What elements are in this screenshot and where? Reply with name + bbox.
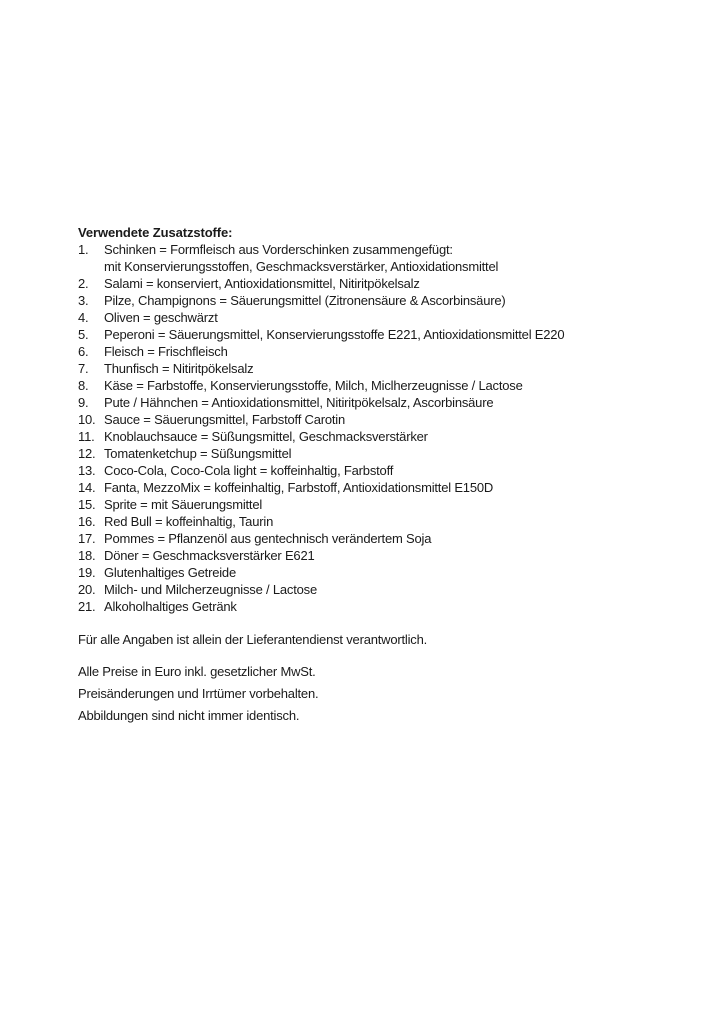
additive-text-line: Salami = konserviert, Antioxidationsmittel, Nitiritpökelsalz <box>104 276 420 291</box>
additive-text-line: Peperoni = Säuerungsmittel, Konservierungsstoffe E221, Antioxidationsmittel E220 <box>104 327 565 342</box>
additive-item <box>78 513 698 530</box>
additive-text-line: Tomatenketchup = Süßungsmittel <box>104 446 292 461</box>
additive-text-line: Milch- und Milcherzeugnisse / Lactose <box>104 582 317 597</box>
legal-note: Preisänderungen und Irrtümer vorbehalten. <box>78 686 319 701</box>
additive-text <box>104 479 698 496</box>
additive-number: 14. <box>78 480 96 495</box>
additive-text-line: Knoblauchsauce = Süßungsmittel, Geschmacksverstärker <box>104 429 428 444</box>
additive-item <box>78 445 698 462</box>
additive-number: 16. <box>78 514 96 529</box>
additive-number: 17. <box>78 531 96 546</box>
additive-text-line: Thunfisch = Nitiritpökelsalz <box>104 361 254 376</box>
additive-text <box>104 275 698 292</box>
additive-text <box>104 343 698 360</box>
additive-text <box>104 309 698 326</box>
additive-item <box>78 479 698 496</box>
additive-text <box>104 445 698 462</box>
additive-text <box>104 564 698 581</box>
additive-item <box>78 496 698 513</box>
additive-text-line: Pute / Hähnchen = Antioxidationsmittel, Nitiritpökelsalz, Ascorbinsäure <box>104 395 494 410</box>
additive-item <box>78 547 698 564</box>
responsibility-note: Für alle Angaben ist allein der Lieferantendienst verantwortlich. <box>78 632 428 647</box>
additive-item <box>78 309 698 326</box>
additive-text-line: Coco-Cola, Coco-Cola light = koffeinhaltig, Farbstoff <box>104 463 394 478</box>
additive-number: 2. <box>78 276 89 291</box>
additive-text-line: Käse = Farbstoffe, Konservierungsstoffe, Milch, Miclherzeugnisse / Lactose <box>104 378 523 393</box>
additive-item <box>78 581 698 598</box>
additive-number: 8. <box>78 378 89 393</box>
additive-number: 9. <box>78 395 89 410</box>
additive-text <box>104 377 698 394</box>
additive-text <box>104 411 698 428</box>
additive-text <box>104 598 698 615</box>
additive-text <box>104 513 698 530</box>
additive-item <box>78 292 698 309</box>
additive-text-line: Glutenhaltiges Getreide <box>104 565 236 580</box>
additive-number: 6. <box>78 344 89 359</box>
additive-text <box>104 360 698 377</box>
additive-item <box>78 411 698 428</box>
additive-text <box>104 394 698 411</box>
additive-item <box>78 275 698 292</box>
additive-text <box>104 326 698 343</box>
additive-text <box>104 547 698 564</box>
additive-item <box>78 326 698 343</box>
additive-number: 3. <box>78 293 89 308</box>
additive-text-line: Oliven = geschwärzt <box>104 310 218 325</box>
additive-text-line: Sauce = Säuerungsmittel, Farbstoff Carotin <box>104 412 346 427</box>
additive-number: 1. <box>78 242 89 257</box>
additive-number: 21. <box>78 599 96 614</box>
additive-number: 10. <box>78 412 96 427</box>
additive-text <box>104 530 698 547</box>
additives-heading: Verwendete Zusatzstoffe: <box>78 225 233 240</box>
additive-item <box>78 462 698 479</box>
additive-item <box>78 428 698 445</box>
additive-text-line: Pommes = Pflanzenöl aus gentechnisch verändertem Soja <box>104 531 432 546</box>
additive-item <box>78 598 698 615</box>
additive-text <box>104 462 698 479</box>
additive-item <box>78 377 698 394</box>
legal-notes <box>78 659 698 729</box>
additive-number: 15. <box>78 497 96 512</box>
additive-number: 12. <box>78 446 96 461</box>
additive-item <box>78 241 698 275</box>
additive-text <box>104 496 698 513</box>
additive-text-line: Fanta, MezzoMix = koffeinhaltig, Farbstoff, Antioxidationsmittel E150D <box>104 480 494 495</box>
additive-text <box>104 428 698 445</box>
additive-text-line: mit Konservierungsstoffen, Geschmacksverstärker, Antioxidationsmittel <box>104 259 499 274</box>
additive-text <box>104 581 698 598</box>
additive-item <box>78 530 698 547</box>
legal-note: Abbildungen sind nicht immer identisch. <box>78 708 300 723</box>
additive-text-line: Schinken = Formfleisch aus Vorderschinken zusammengefügt: <box>104 242 453 257</box>
additive-number: 4. <box>78 310 89 325</box>
additive-item <box>78 564 698 581</box>
additive-text-line: Red Bull = koffeinhaltig, Taurin <box>104 514 274 529</box>
additive-number: 7. <box>78 361 89 376</box>
additive-number: 5. <box>78 327 89 342</box>
additives-list <box>78 241 698 615</box>
additive-number: 13. <box>78 463 96 478</box>
additive-number: 11. <box>78 429 95 444</box>
additives-section <box>78 224 698 729</box>
legal-note: Alle Preise in Euro inkl. gesetzlicher MwSt. <box>78 664 316 679</box>
additive-text-line: Fleisch = Frischfleisch <box>104 344 228 359</box>
additive-text-line: Alkoholhaltiges Getränk <box>104 599 237 614</box>
additive-text-line: Döner = Geschmacksverstärker E621 <box>104 548 315 563</box>
additive-item <box>78 343 698 360</box>
additive-text-line: Pilze, Champignons = Säuerungsmittel (Zitronensäure & Ascorbinsäure) <box>104 293 506 308</box>
additive-text <box>104 292 698 309</box>
additive-number: 20. <box>78 582 96 597</box>
additive-item <box>78 360 698 377</box>
additive-text <box>104 241 698 275</box>
additive-item <box>78 394 698 411</box>
additive-text-line: Sprite = mit Säuerungsmittel <box>104 497 263 512</box>
additive-number: 18. <box>78 548 96 563</box>
additive-number: 19. <box>78 565 96 580</box>
